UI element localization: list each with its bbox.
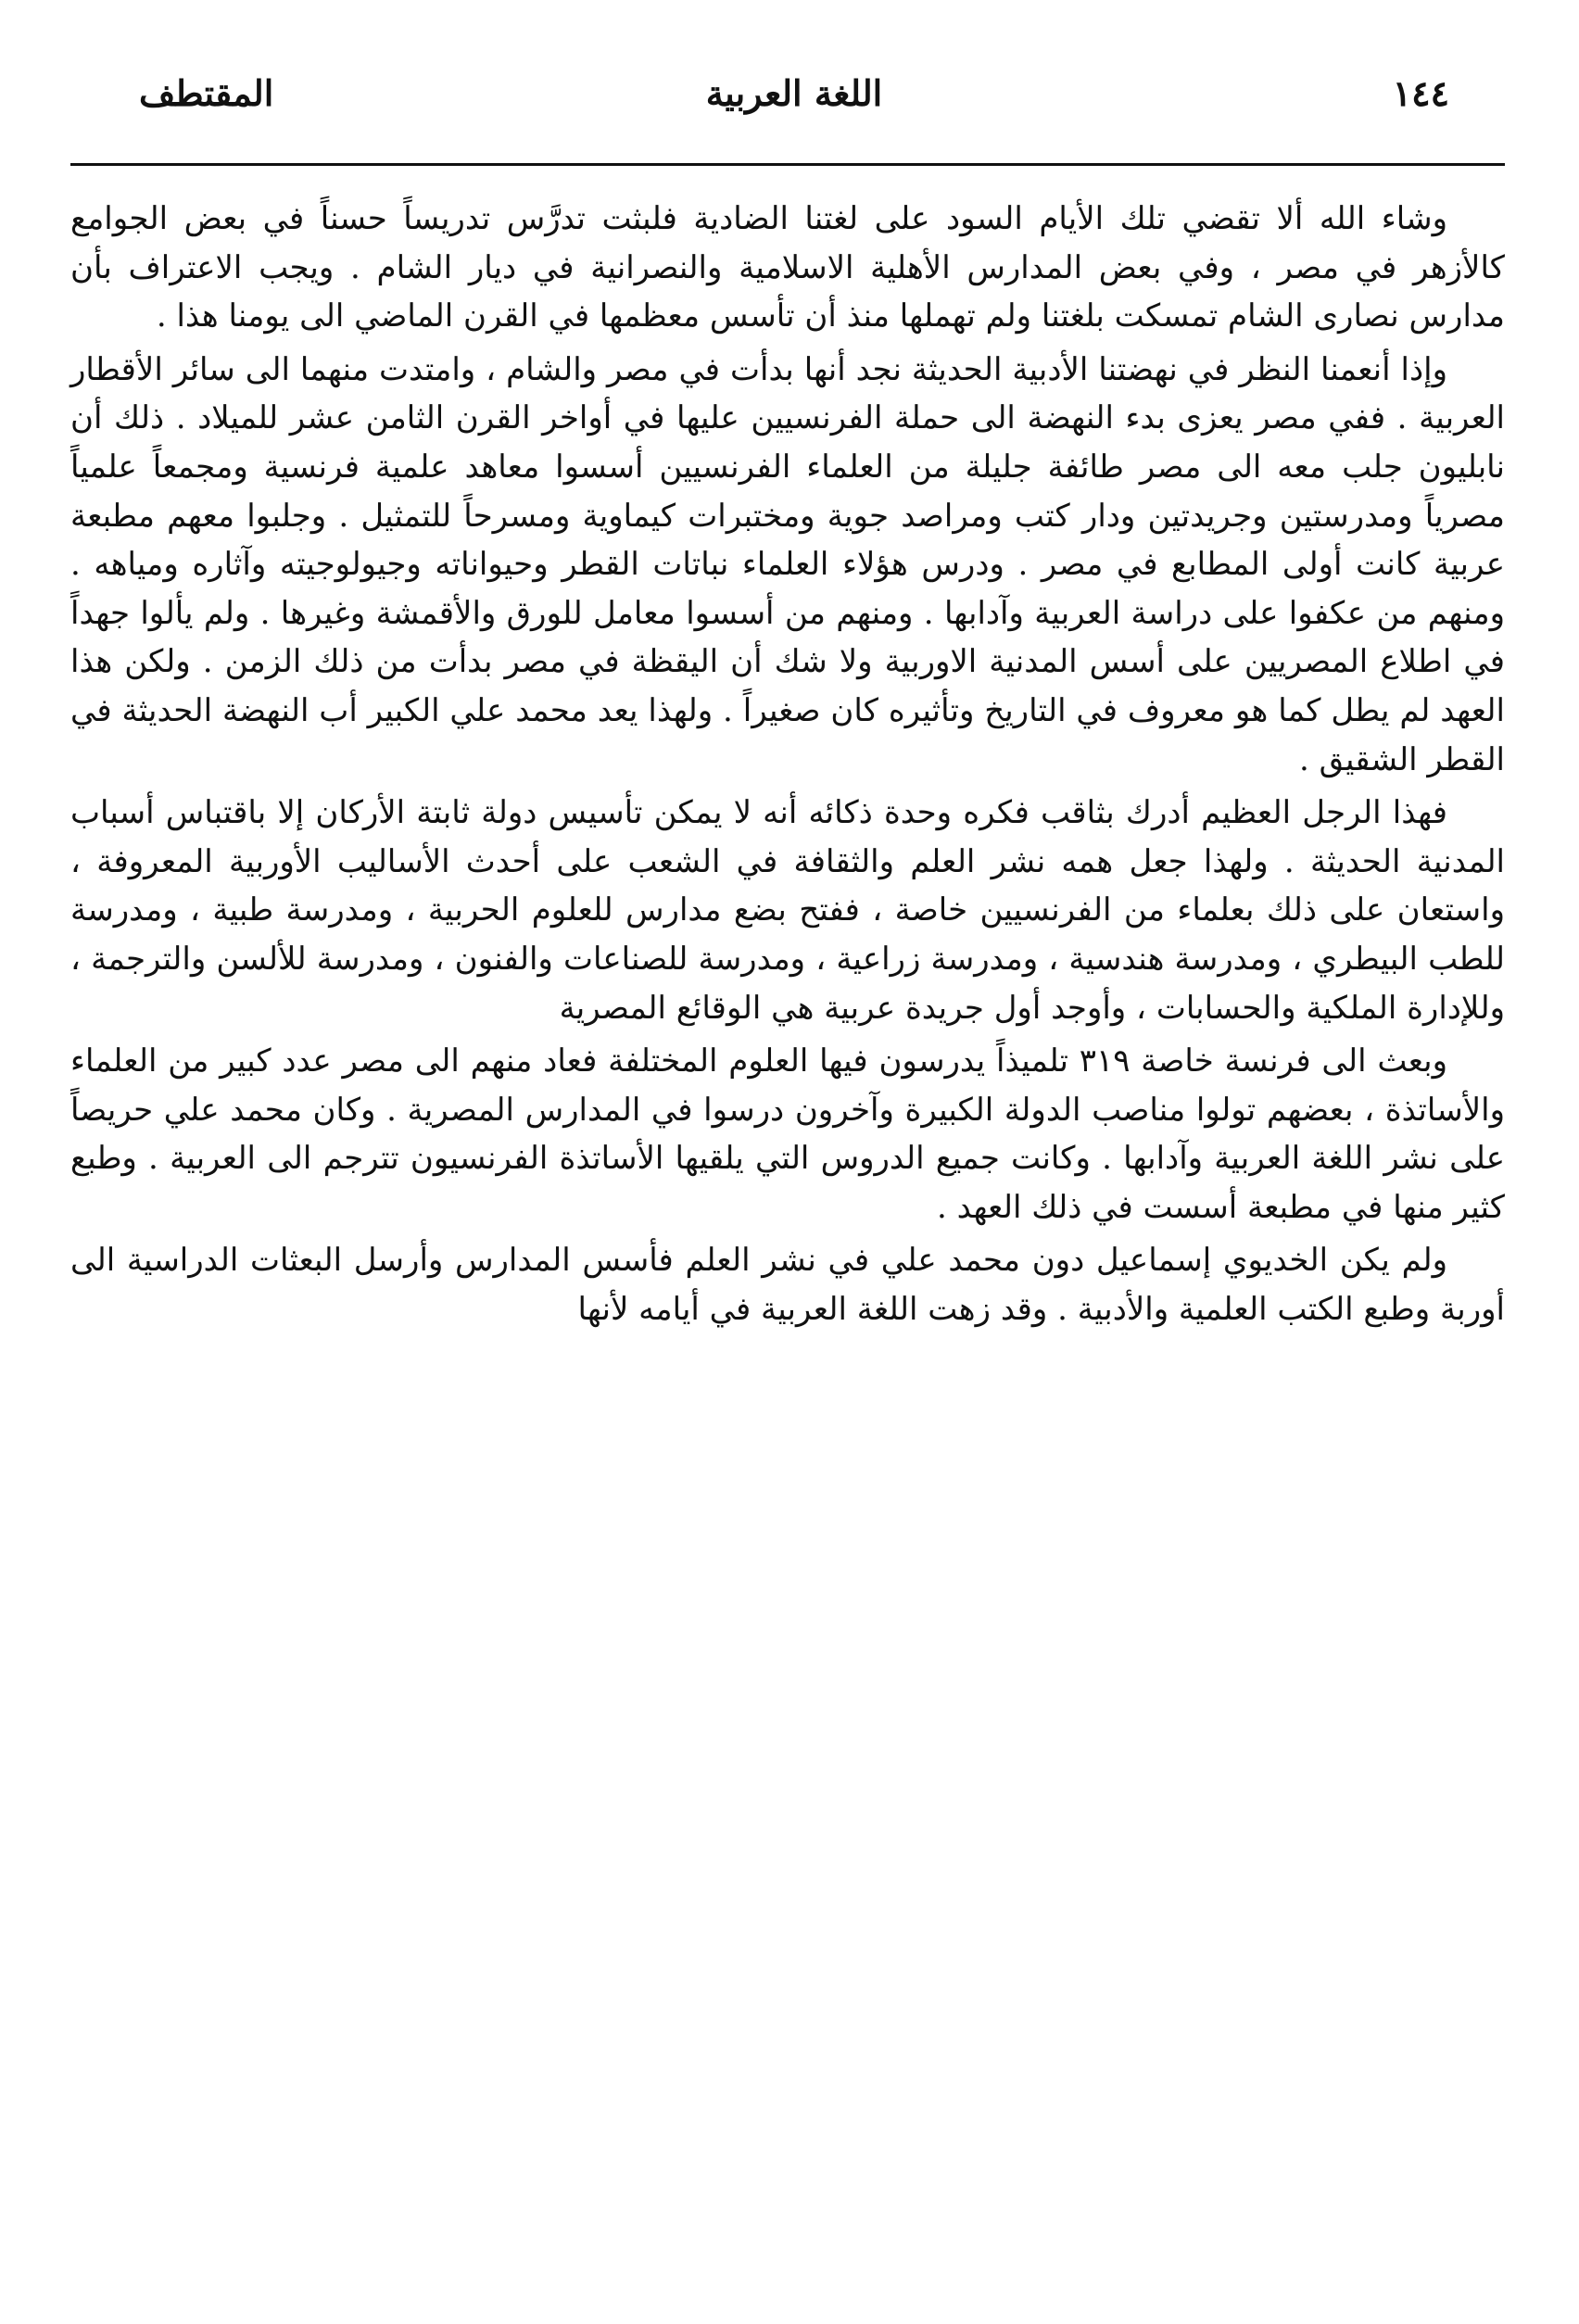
body-text: [70, 195, 1505, 1339]
journal-name: المقتطف: [139, 72, 274, 114]
paragraph-3: فهذا الرجل العظيم أدرك بثاقب فكره وحدة ذكائه أنه لا يمكن تأسيس دولة ثابتة الأركان إلا باقتباس أسباب المدنية الحديثة . ولهذا جعل همه نشر العلم والثقافة في الشعب على أحدث الأساليب الأوربية المعروفة ، واستعان على ذلك بعلماء من الفرنسيين خاصة ، ففتح بضع مدارس للعلوم الحربية ، ومدرسة طبية ، ومدرسة للطب البيطري ، ومدرسة هندسية ، ومدرسة زراعية ، ومدرسة للصناعات والفنون ، ومدرسة للألسن والترجمة ، وللإدارة الملكية والحسابات ، وأوجد أول جريدة عربية هي الوقائع المصرية: [70, 794, 1505, 1027]
paragraph-5: ولم يكن الخديوي إسماعيل دون محمد علي في نشر العلم فأسس المدارس وأرسل البعثات الدراسية الى أوربة وطبع الكتب العلمية والأدبية . وقد زهت اللغة العربية في أيامه لأنها: [70, 1242, 1505, 1329]
header-rule: [70, 163, 1505, 166]
running-header: [139, 72, 1449, 137]
section-title: اللغة العربية: [705, 72, 883, 114]
page-number: ١٤٤: [1392, 72, 1449, 114]
paragraph-4: وبعث الى فرنسة خاصة ٣١٩ تلميذاً يدرسون فيها العلوم المختلفة فعاد منهم الى مصر عدد كبير من العلماء والأساتذة ، بعضهم تولوا مناصب الدولة الكبيرة وآخرون درسوا في المدارس المصرية . وكان محمد علي حريصاً على نشر اللغة العربية وآدابها . وكانت جميع الدروس التي يلقيها الأساتذة الفرنسيون تترجم الى العربية . وطبع كثير منها في مطبعة أسست في ذلك العهد .: [70, 1042, 1505, 1226]
paragraph-2: وإذا أنعمنا النظر في نهضتنا الأدبية الحديثة نجد أنها بدأت في مصر والشام ، وامتدت منهما الى سائر الأقطار العربية . ففي مصر يعزى بدء النهضة الى حملة الفرنسيين عليها في أواخر القرن الثامن عشر للميلاد . ذلك أن نابليون جلب معه الى مصر طائفة جليلة من العلماء الفرنسيين أسسوا معاهد علمية فرنسية ومجمعاً علمياً مصرياً ومدرستين وجريدتين ودار كتب ومراصد جوية ومختبرات كيماوية ومسرحاً للتمثيل . وجلبوا معهم مطبعة عربية كانت أولى المطابع في مصر . ودرس هؤلاء العلماء نباتات القطر وحيواناته وجيولوجيته وآثاره ومياهه . ومنهم من عكفوا على دراسة العربية وآدابها . ومنهم من أسسوا معامل للورق والأقمشة وغيرها . ولم يألوا جهداً في اطلاع المصريين على أسس المدنية الاوربية ولا شك أن اليقظة في مصر بدأت من ذلك الزمن . ولكن هذا العهد لم يطل كما هو معروف في التاريخ وتأثيره كان صغيراً . ولهذا يعد محمد علي الكبير أب النهضة الحديثة في القطر الشقيق .: [70, 350, 1505, 778]
paragraph-1: وشاء الله ألا تقضي تلك الأيام السود على لغتنا الضادية فلبثت تدرَّس تدريساً حسناً في بعض الجوامع كالأزهر في مصر ، وفي بعض المدارس الأهلية الاسلامية والنصرانية في ديار الشام . ويجب الاعتراف بأن مدارس نصارى الشام تمسكت بلغتنا ولم تهملها منذ أن تأسس معظمها في القرن الماضي الى يومنا هذا .: [70, 200, 1505, 335]
